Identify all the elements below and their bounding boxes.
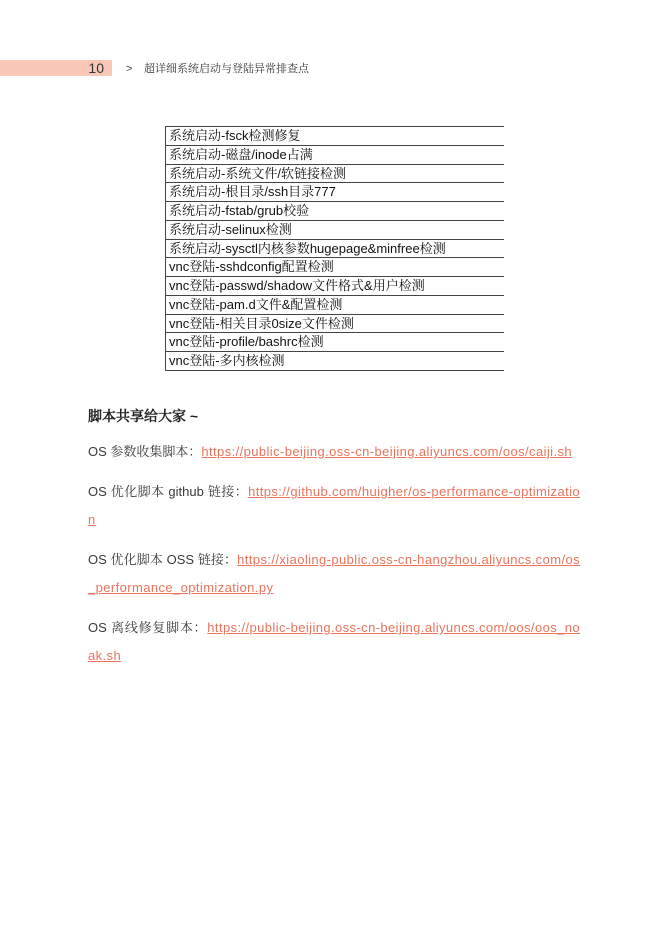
script-item-optimize-oss bbox=[88, 546, 580, 602]
header-separator: > bbox=[126, 63, 133, 75]
checklist-row: 系统启动-selinux检测 bbox=[166, 220, 504, 239]
checklist-row: vnc登陆-相关目录0size文件检测 bbox=[166, 314, 504, 333]
checklist-row: vnc登陆-sshdconfig配置检测 bbox=[166, 257, 504, 276]
script-link-optimize-github[interactable]: https://github.com/huigher/os-performance-optimization bbox=[88, 484, 580, 527]
script-label: OS 参数收集脚本： bbox=[88, 444, 202, 459]
checklist-table bbox=[165, 126, 504, 371]
script-link-param-collect[interactable]: https://public-beijing.oss-cn-beijing.aliyuncs.com/oos/caiji.sh bbox=[201, 444, 572, 459]
checklist-row: 系统启动-fstab/grub校验 bbox=[166, 201, 504, 220]
header-title: 超详细系统启动与登陆异常排查点 bbox=[144, 63, 309, 75]
script-item-optimize-github bbox=[88, 478, 580, 534]
checklist-row: 系统启动-系统文件/软链接检测 bbox=[166, 164, 504, 183]
checklist-row: 系统启动-fsck检测修复 bbox=[166, 126, 504, 145]
scripts-section bbox=[88, 402, 580, 682]
script-label: OS 离线修复脚本： bbox=[88, 620, 208, 635]
checklist-row: vnc登陆-profile/bashrc检测 bbox=[166, 332, 504, 351]
script-label: OS 优化脚本 OSS 链接： bbox=[88, 552, 238, 567]
script-label: OS 优化脚本 github 链接： bbox=[88, 484, 249, 499]
section-heading: 脚本共享给大家 ~ bbox=[88, 408, 199, 424]
page-number-tab bbox=[0, 60, 112, 76]
script-item-offline-repair bbox=[88, 614, 580, 670]
page-number: 10 bbox=[88, 60, 104, 76]
checklist-row: 系统启动-磁盘/inode占满 bbox=[166, 145, 504, 164]
checklist-row: vnc登陆-多内核检测 bbox=[166, 351, 504, 370]
checklist-row: 系统启动-根目录/ssh目录777 bbox=[166, 182, 504, 201]
script-link-offline-repair[interactable]: https://public-beijing.oss-cn-beijing.aliyuncs.com/oos/oos_noak.sh bbox=[88, 620, 580, 663]
script-item-param-collect bbox=[88, 438, 580, 466]
script-link-optimize-oss[interactable]: https://xiaoling-public.oss-cn-hangzhou.aliyuncs.com/os_performance_optimization.py bbox=[88, 552, 580, 595]
checklist-row: 系统启动-sysctl内核参数hugepage&minfree检测 bbox=[166, 239, 504, 258]
checklist-row: vnc登陆-pam.d文件&配置检测 bbox=[166, 295, 504, 314]
checklist-row: vnc登陆-passwd/shadow文件格式&用户检测 bbox=[166, 276, 504, 295]
